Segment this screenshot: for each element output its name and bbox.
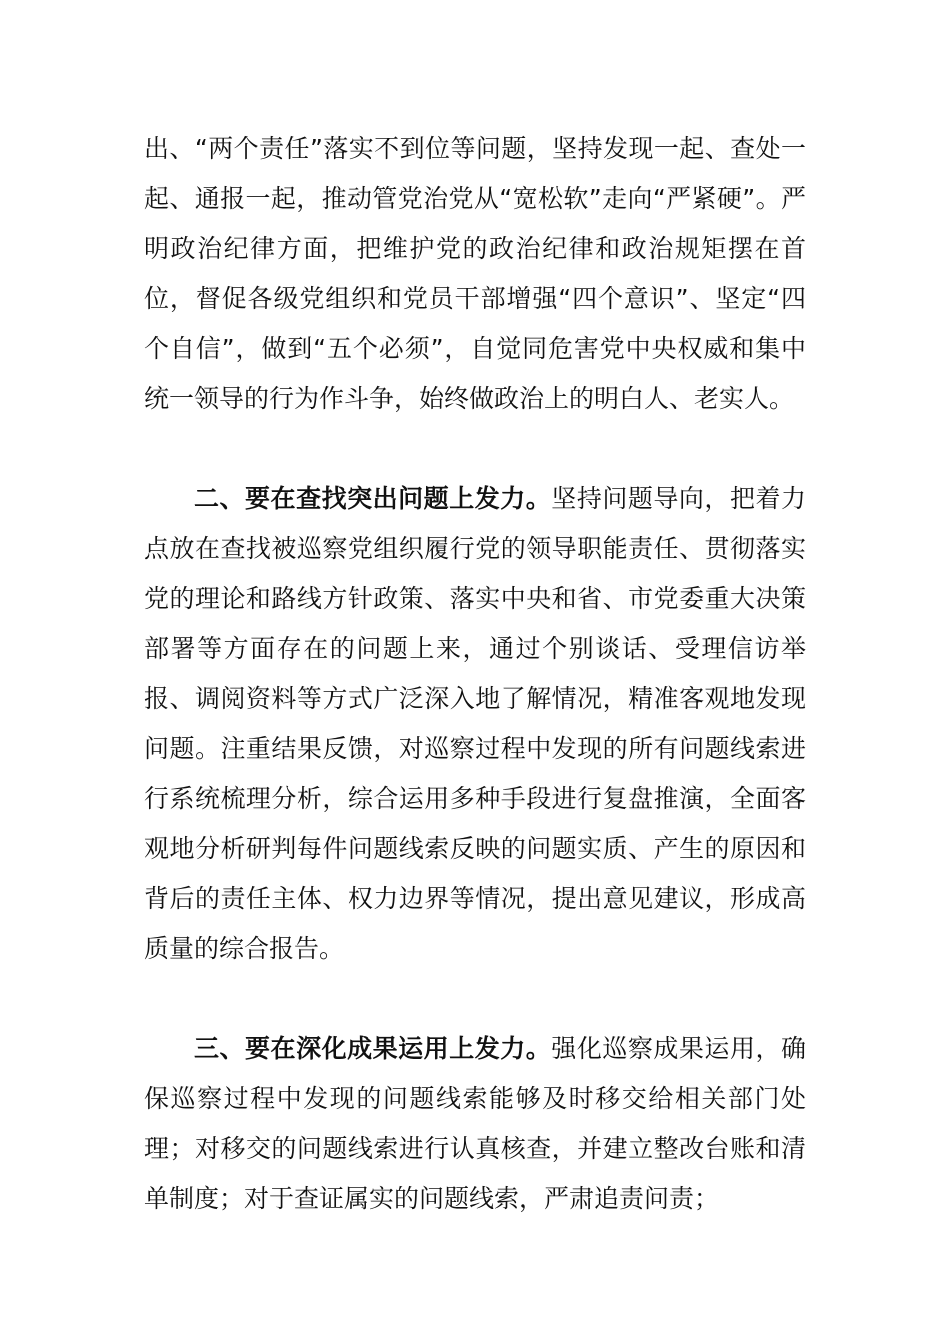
paragraph-body: 强化巡察成果运用，确保巡察过程中发现的问题线索能够及时移交给相关部门处理；对移交的问题线索进行认真核查，并建立整改台账和清单制度；对于查证属实的问题线索，严肃追责问责；: [144, 1034, 806, 1213]
paragraph-section-two: [144, 474, 806, 974]
document-body: [144, 124, 806, 1224]
paragraph-section-three: [144, 1024, 806, 1224]
paragraph-body: 坚持问题导向，把着力点放在查找被巡察党组织履行党的领导职能责任、贯彻落实党的理论和路线方针政策、落实中央和省、市党委重大决策部署等方面存在的问题上来，通过个别谈话、受理信访举报、调阅资料等方式广泛深入地了解情况，精准客观地发现问题。注重结果反馈，对巡察过程中发现的所有问题线索进行系统梳理分析，综合运用多种手段进行复盘推演，全面客观地分析研判每件问题线索反映的问题实质、产生的原因和背后的责任主体、权力边界等情况，提出意见建议，形成高质量的综合报告。: [144, 484, 806, 963]
section-heading: 三、要在深化成果运用上发力。: [194, 1034, 552, 1063]
paragraph-continuation: [144, 124, 806, 424]
section-heading: 二、要在查找突出问题上发力。: [194, 484, 552, 513]
paragraph-body: 出、“两个责任”落实不到位等问题，坚持发现一起、查处一起、通报一起，推动管党治党从“宽松软”走向“严紧硬”。严明政治纪律方面，把维护党的政治纪律和政治规矩摆在首位，督促各级党组织和党员干部增强“四个意识”、坚定“四个自信”，做到“五个必须”，自觉同危害党中央权威和集中统一领导的行为作斗争，始终做政治上的明白人、老实人。: [144, 134, 806, 413]
